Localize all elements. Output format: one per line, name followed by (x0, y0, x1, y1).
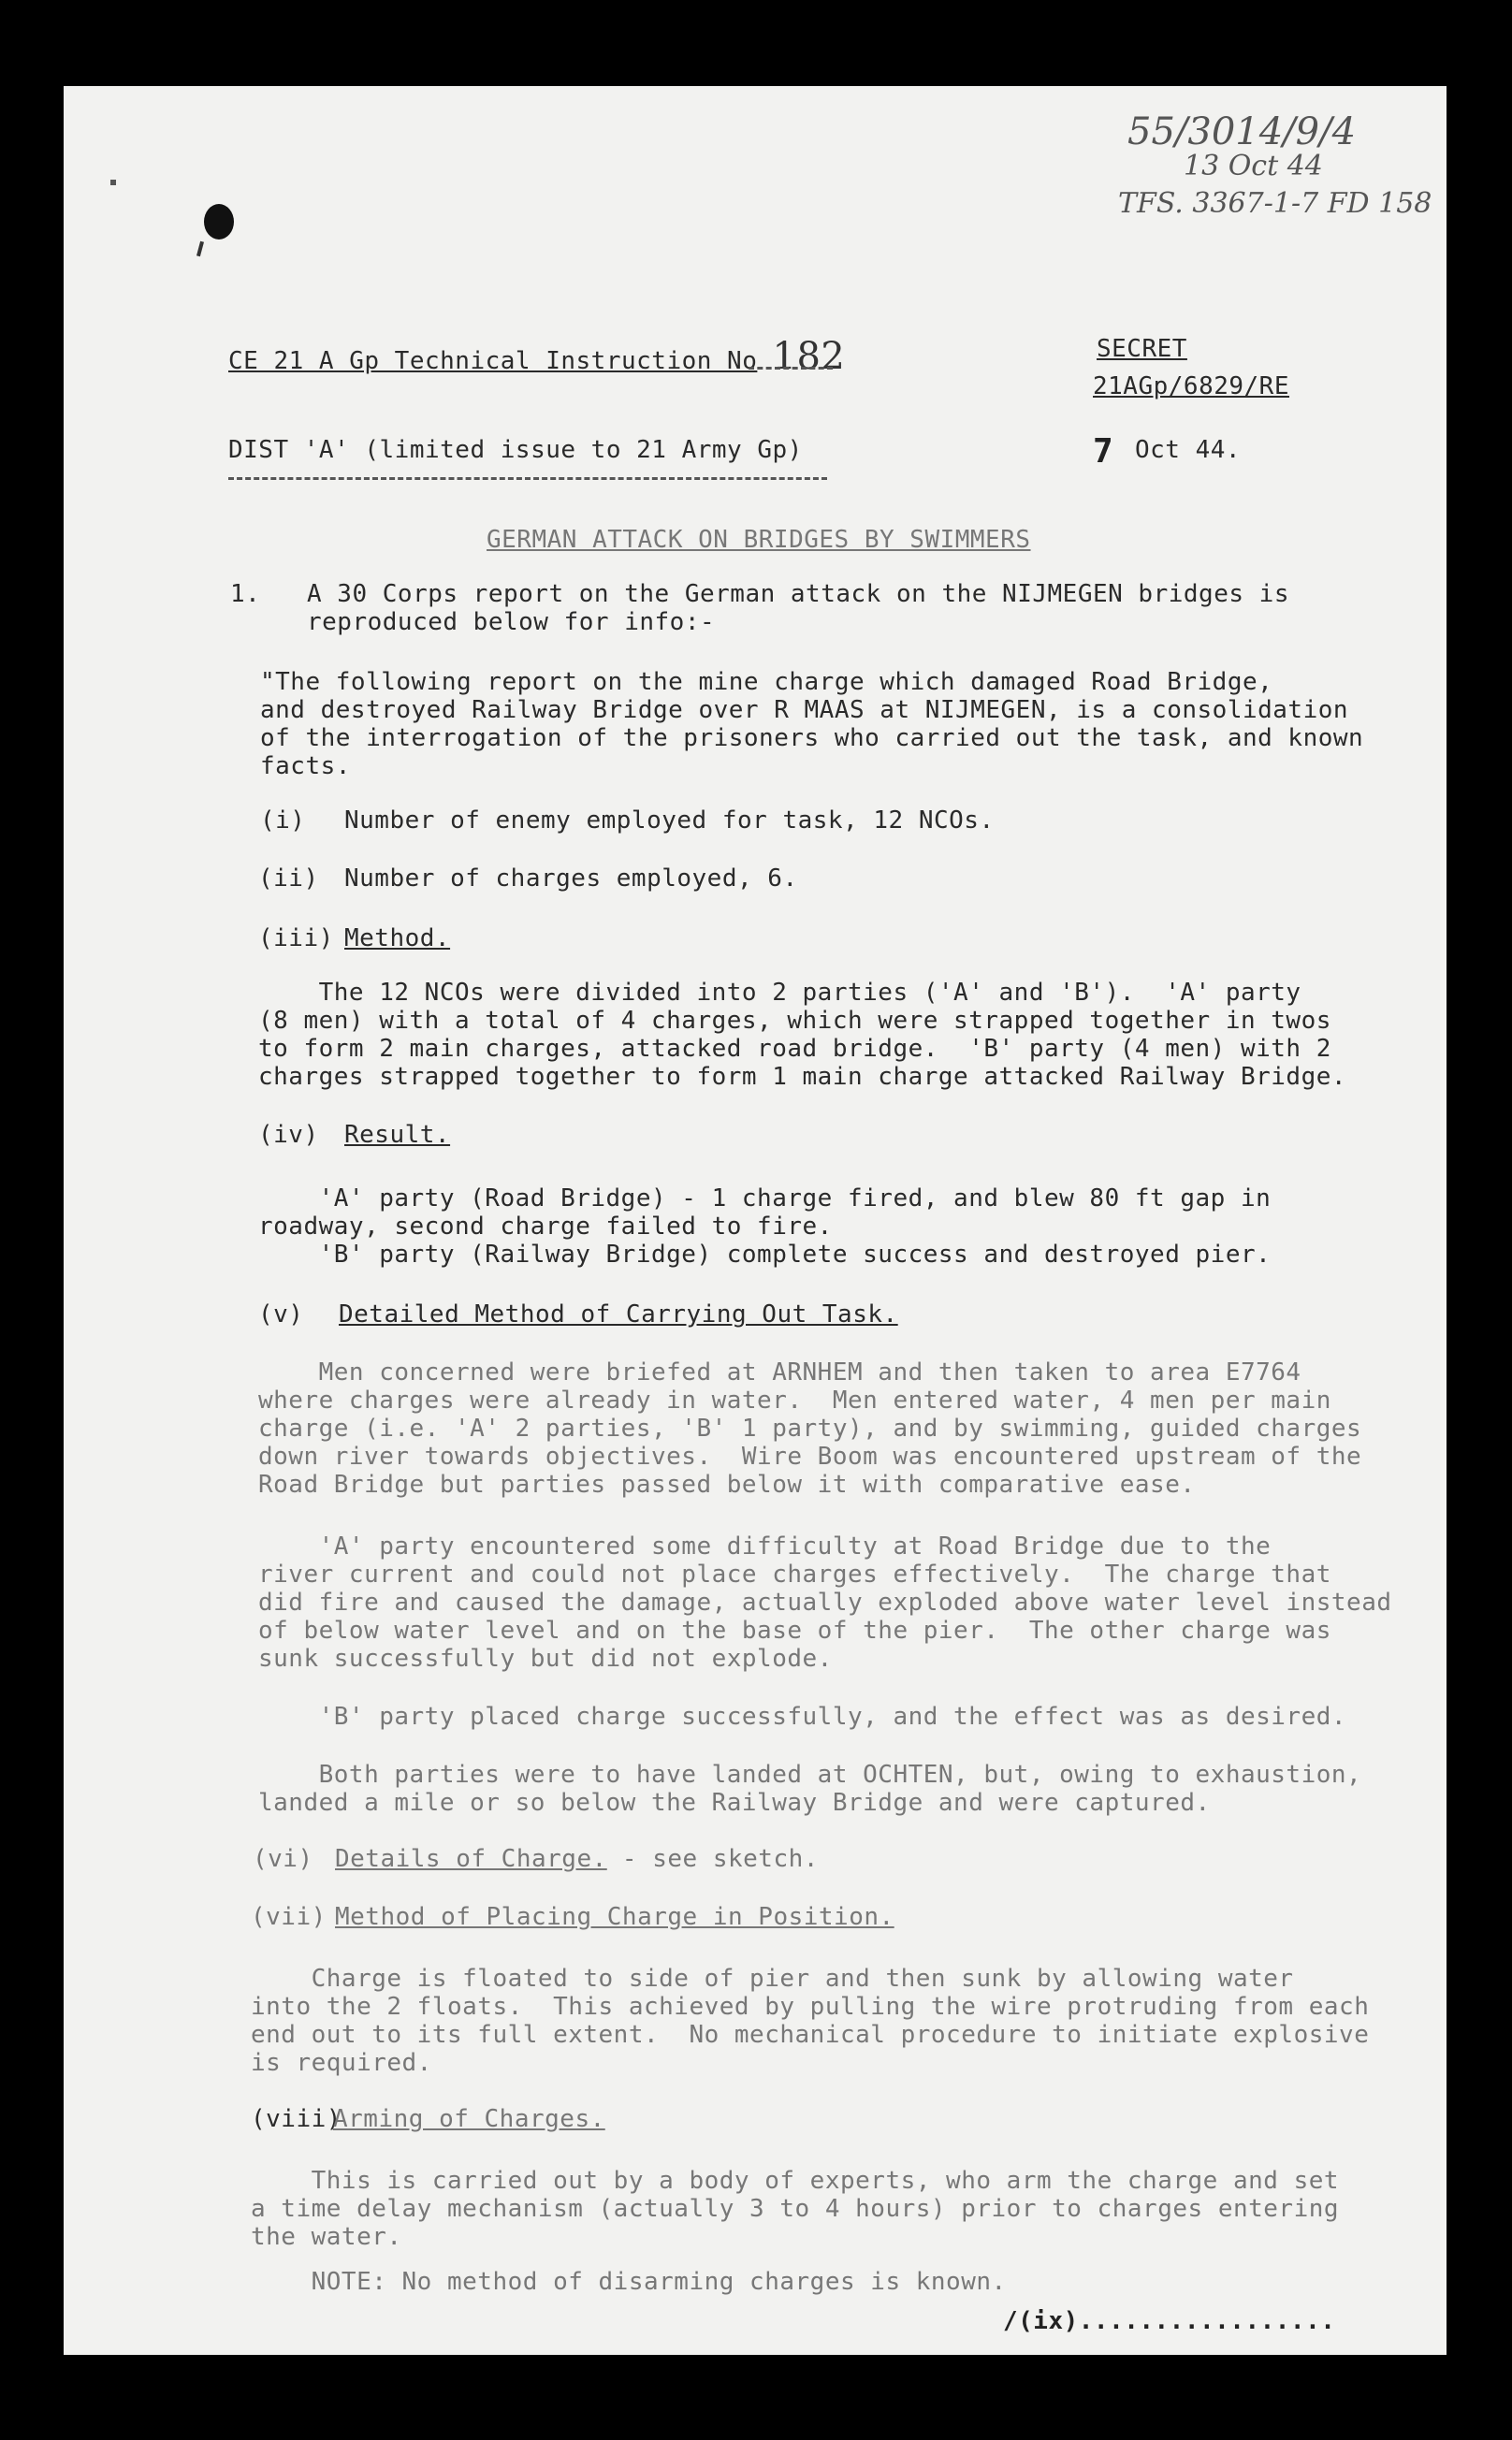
quoted-report-intro: "The following report on the mine charge which damaged Road Bridge, and destroyed Railway Bridge over R MAAS at NIJMEGEN, is a consolidation of the interrogation of the prisoners who carried out the task, and known facts. (260, 668, 1364, 780)
punch-hole (204, 204, 234, 240)
item-viii-number: (viii) (251, 2105, 342, 2133)
item-v-text-4: Both parties were to have landed at OCHTEN, but, owing to exhaustion, landed a mile or so below the Railway Bridge and were captured. (258, 1761, 1362, 1817)
item-iii-title: Method. (344, 924, 451, 952)
instruction-title (228, 335, 845, 378)
paragraph-1-text (307, 580, 1289, 636)
note-line: NOTE: No method of disarming charges is known. (251, 2268, 1007, 2296)
item-vi-line (335, 1845, 819, 1873)
item-vii-title: Method of Placing Charge in Position. (335, 1903, 894, 1931)
ink-speck (110, 180, 116, 185)
item-viii-text: This is carried out by a body of experts, who arm the charge and set a time delay mechanism (actually 3 to 4 hours) prior to charges entering the water. (251, 2167, 1340, 2251)
item-viii-title: Arming of Charges. (333, 2105, 605, 2133)
distribution-line: DIST 'A' (limited issue to 21 Army Gp) (228, 436, 803, 464)
continuation-marker: /(ix)................. (1003, 2307, 1336, 2335)
handwritten-archive-reference: TFS. 3367-1-7 FD 158 (1118, 187, 1432, 220)
item-iv-number: (iv) (258, 1121, 319, 1149)
item-vii-number: (vii) (251, 1903, 327, 1931)
item-vii-text: Charge is floated to side of pier and then sunk by allowing water into the 2 floats. This achieved by pulling the wire protruding from each end out to its full extent. No mechanical procedure to initiate explosive is required. (251, 1965, 1370, 2077)
handwritten-file-reference: 55/3014/9/4 (1127, 110, 1357, 153)
item-vi-title: Details of Charge. (335, 1845, 607, 1873)
item-v-text-3: 'B' party placed charge successfully, and the effect was as desired. (258, 1703, 1347, 1731)
handwritten-date: 13 Oct 44 (1184, 150, 1323, 182)
item-i-text: Number of enemy employed for task, 12 NCOs. (344, 806, 995, 835)
item-iv-title: Result. (344, 1121, 451, 1149)
item-i-number: (i) (260, 806, 306, 835)
classification-label: SECRET (1097, 335, 1187, 363)
instruction-title-text: CE 21 A Gp Technical Instruction No (228, 347, 758, 375)
instruction-number: 182 (772, 335, 846, 378)
handwritten-day: 7 (1093, 432, 1113, 471)
item-iii-number: (iii) (258, 924, 334, 952)
item-iv-text: 'A' party (Road Bridge) - 1 charge fired, and blew 80 ft gap in roadway, second charge failed to fire. 'B' party (Railway Bridge) complete success and destroyed pier. (258, 1184, 1272, 1269)
document-date: Oct 44. (1135, 436, 1242, 464)
reference-number: 21AGp/6829/RE (1093, 372, 1289, 400)
item-ii-number: (ii) (258, 864, 319, 893)
item-v-title: Detailed Method of Carrying Out Task. (339, 1300, 898, 1329)
title-underline (749, 367, 833, 370)
item-v-number: (v) (258, 1300, 304, 1329)
item-v-text-1: Men concerned were briefed at ARNHEM and then taken to area E7764 where charges were already in water. Men entered water, 4 men per main charge (i.e. 'A' 2 parties, 'B' 1 party), and by swimming, guided charges down river towards objectives. Wire Boom was encountered upstream of the Road Bridge but parties passed below it with comparative ease. (258, 1358, 1362, 1499)
item-vi-number: (vi) (253, 1845, 313, 1873)
item-vi-suffix: - see sketch. (606, 1845, 819, 1873)
paragraph-1-body: A 30 Corps report on the German attack on the NIJMEGEN bridges is reproduced below for info:- (307, 580, 1289, 636)
document-heading: GERMAN ATTACK ON BRIDGES BY SWIMMERS (487, 526, 1031, 554)
distribution-underline (228, 477, 827, 480)
item-ii-text: Number of charges employed, 6. (344, 864, 798, 893)
item-iii-text: The 12 NCOs were divided into 2 parties ('A' and 'B'). 'A' party (8 men) with a total of 4 charges, which were strapped together in twos to form 2 main charges, attacked road bridge. 'B' party (4 men) with 2 charges strapped together to form 1 main charge attacked Railway Bridge. (258, 979, 1347, 1091)
paragraph-number: 1. (230, 580, 261, 608)
item-v-text-2: 'A' party encountered some difficulty at Road Bridge due to the river current and could not place charges effectively. The charge that did fire and caused the damage, actually exploded above water level instead of below water level and on the base of the pier. The other charge was sunk successfully but did not explode. (258, 1532, 1392, 1673)
